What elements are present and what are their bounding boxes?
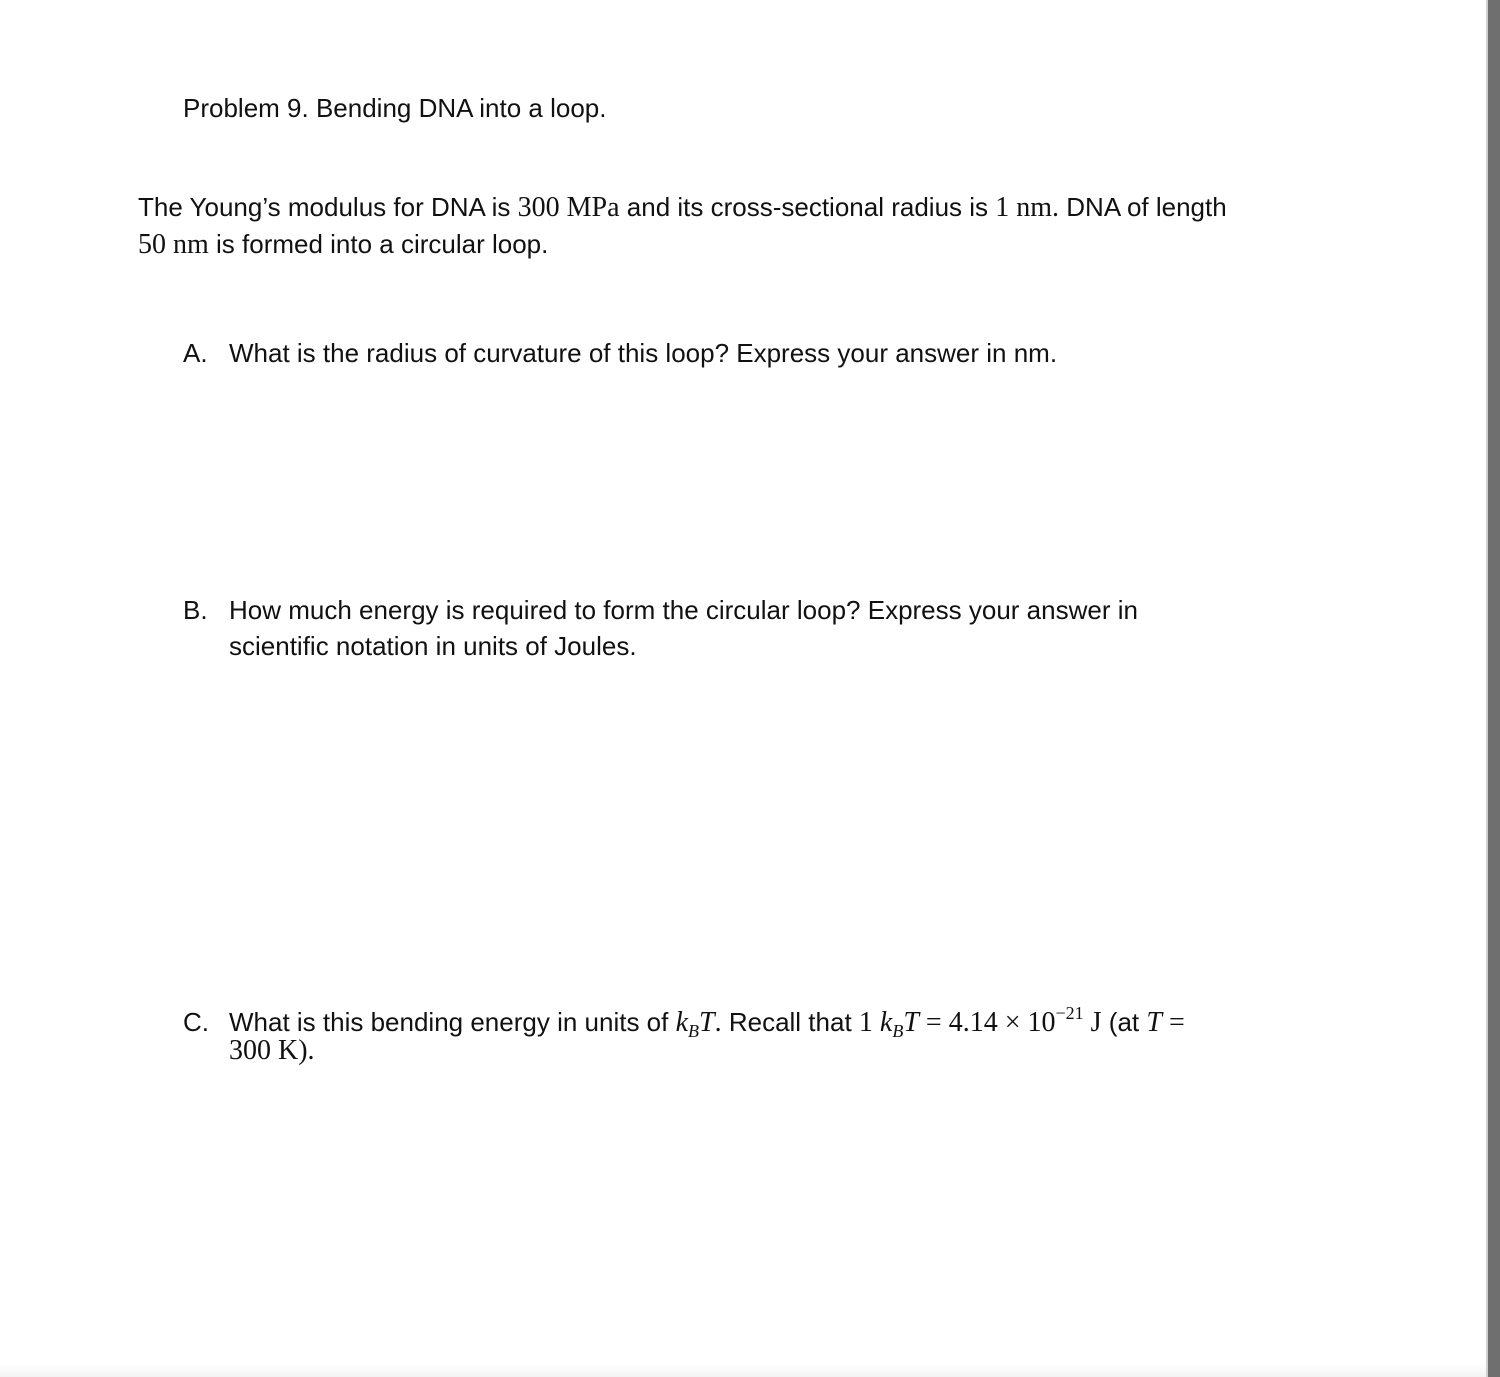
scrollbar[interactable]: [1488, 0, 1500, 1377]
t-symbol: T: [699, 1007, 715, 1038]
question-a: [183, 335, 1057, 371]
question-b-line-2: [229, 628, 637, 664]
length-value: 50 nm: [138, 229, 209, 260]
joule-unit: J: [1083, 1007, 1102, 1038]
question-b-text: How much energy is required to form the circular loop? Express your answer in: [229, 595, 1138, 625]
intro-text: and its cross-sectional radius is: [619, 192, 996, 222]
modulus-value: 300 MPa: [517, 192, 620, 223]
question-c-line-1: [183, 995, 1185, 1049]
t-symbol: T: [903, 1007, 919, 1038]
radius-value: 1 nm.: [995, 192, 1060, 223]
question-b-label: B.: [183, 595, 208, 625]
one-value: 1: [858, 1007, 880, 1038]
equation-value: = 4.14 × 10: [918, 1007, 1056, 1038]
question-b-line-1: [183, 592, 1138, 628]
question-a-text: What is the radius of curvature of this loop? Express your answer in nm.: [229, 338, 1058, 368]
b-subscript: B: [688, 1021, 700, 1041]
exponent: −21: [1055, 1003, 1084, 1023]
intro-line-2: [138, 226, 548, 263]
intro-line-1: [138, 189, 1227, 226]
temperature-value: 300 K).: [229, 1035, 315, 1066]
question-a-label: A.: [183, 338, 208, 368]
question-c-line-2: [229, 1032, 315, 1069]
page-bottom-shade: [0, 1363, 1488, 1377]
kbt-equation: [858, 1003, 1102, 1041]
question-c-text: Recall that: [721, 1007, 859, 1037]
question-b-text: scientific notation in units of Joules.: [229, 631, 637, 661]
intro-text: is formed into a circular loop.: [208, 229, 549, 259]
question-c-text: (at: [1101, 1007, 1147, 1037]
intro-text: DNA of length: [1059, 192, 1227, 222]
kbt-expression: [675, 1007, 722, 1041]
t-symbol: T: [1146, 1007, 1162, 1038]
problem-title-text: Problem 9. Bending DNA into a loop.: [183, 93, 607, 123]
b-subscript: B: [892, 1021, 904, 1041]
k-symbol: k: [675, 1007, 689, 1038]
question-c-label: C.: [183, 1007, 209, 1037]
intro-text: The Young’s modulus for DNA is: [138, 192, 518, 222]
question-c-text: What is this bending energy in units of: [229, 1007, 676, 1037]
period: .: [714, 1007, 722, 1038]
temperature-expression: [1146, 1007, 1184, 1038]
k-symbol: k: [879, 1007, 893, 1038]
problem-title: [183, 90, 606, 126]
equals-sign: =: [1161, 1007, 1185, 1038]
